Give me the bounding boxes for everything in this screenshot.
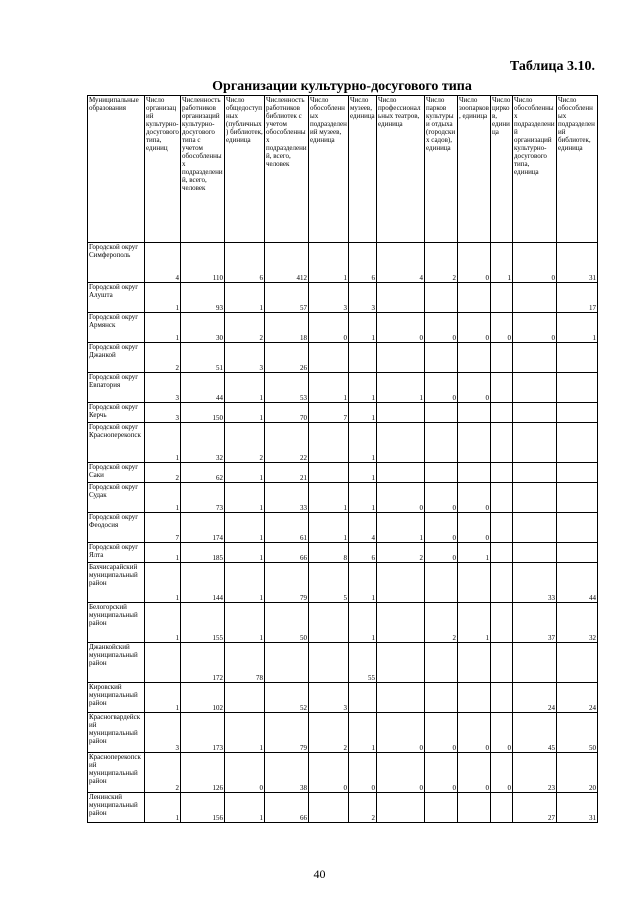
table-cell: 93 (181, 283, 225, 313)
table-cell: 3 (145, 403, 181, 423)
table-cell (491, 603, 513, 643)
table-cell: 0 (425, 313, 458, 343)
table-cell: 32 (557, 603, 598, 643)
table-cell (513, 283, 557, 313)
table-cell (377, 463, 425, 483)
table-cell (309, 423, 349, 463)
table-cell: 0 (458, 483, 491, 513)
table-cell: 30 (181, 313, 225, 343)
table-cell: 3 (309, 283, 349, 313)
table-cell: 44 (557, 563, 598, 603)
table-row (88, 423, 598, 463)
table-cell: 0 (458, 373, 491, 403)
table-cell: 1 (349, 423, 377, 463)
table-cell (491, 343, 513, 373)
table-cell: 1 (145, 483, 181, 513)
table-cell: 70 (265, 403, 309, 423)
table-cell (557, 423, 598, 463)
table-cell: 0 (458, 713, 491, 753)
table-cell: 32 (181, 423, 225, 463)
table-cell: 1 (377, 513, 425, 543)
table-cell (425, 563, 458, 603)
table-cell (513, 463, 557, 483)
table-cell: 1 (145, 603, 181, 643)
table-cell (513, 513, 557, 543)
table-cell: 1 (349, 603, 377, 643)
table-cell (491, 513, 513, 543)
table-cell (491, 793, 513, 823)
table-cell: 110 (181, 243, 225, 283)
table-cell (513, 423, 557, 463)
table-row (88, 463, 598, 483)
table-cell: 3 (349, 283, 377, 313)
table-cell: 6 (225, 243, 265, 283)
table-cell (377, 283, 425, 313)
table-cell: 1 (225, 713, 265, 753)
table-cell: 1 (309, 513, 349, 543)
table-cell (458, 403, 491, 423)
table-cell: 2 (145, 463, 181, 483)
table-row (88, 513, 598, 543)
table-cell (377, 563, 425, 603)
table-cell: 2 (349, 793, 377, 823)
table-cell: 1 (225, 373, 265, 403)
table-body (88, 243, 598, 823)
table-cell: 51 (181, 343, 225, 373)
table-cell: 3 (145, 373, 181, 403)
table-cell: 1 (145, 543, 181, 563)
table-cell: 1 (145, 683, 181, 713)
table-cell: 1 (349, 563, 377, 603)
table-cell (309, 343, 349, 373)
table-cell (491, 283, 513, 313)
table-cell: 0 (491, 753, 513, 793)
table-cell: 0 (349, 753, 377, 793)
table-cell: 156 (181, 793, 225, 823)
table-cell: 22 (265, 423, 309, 463)
table-cell (458, 563, 491, 603)
table-cell: 24 (513, 683, 557, 713)
table-cell: 4 (377, 243, 425, 283)
table-cell: 24 (557, 683, 598, 713)
table-cell (377, 343, 425, 373)
column-header: Численность работников библиотек с учетом обособленных подразделений, всего, человек (265, 96, 309, 243)
table-cell: 23 (513, 753, 557, 793)
table-cell: 66 (265, 793, 309, 823)
municipality-name: Белогорский муниципальный район (88, 603, 145, 643)
table-cell: 2 (145, 753, 181, 793)
table-cell: 55 (349, 643, 377, 683)
table-cell (491, 463, 513, 483)
table-cell: 6 (349, 543, 377, 563)
table-cell: 79 (265, 713, 309, 753)
table-cell: 1 (225, 283, 265, 313)
table-cell (557, 373, 598, 403)
table-cell (491, 643, 513, 683)
table-row (88, 373, 598, 403)
table-row (88, 543, 598, 563)
column-header: Муниципальные образования (88, 96, 145, 243)
table-cell: 21 (265, 463, 309, 483)
culture-organizations-table (87, 95, 598, 823)
table-cell: 3 (145, 713, 181, 753)
table-cell: 31 (557, 243, 598, 283)
table-row (88, 483, 598, 513)
column-header: Число общедоступных (публичных) библиотек, единица (225, 96, 265, 243)
table-cell: 6 (349, 243, 377, 283)
table-cell: 0 (309, 753, 349, 793)
municipality-name: Ленинский муниципальный район (88, 793, 145, 823)
table-cell (513, 403, 557, 423)
table-cell (557, 343, 598, 373)
table-cell (491, 563, 513, 603)
table-cell: 1 (225, 403, 265, 423)
table-cell: 5 (309, 563, 349, 603)
table-cell: 7 (309, 403, 349, 423)
table-row (88, 603, 598, 643)
table-cell (557, 543, 598, 563)
table-cell (377, 603, 425, 643)
table-cell (557, 483, 598, 513)
table-cell (349, 683, 377, 713)
table-cell: 61 (265, 513, 309, 543)
column-header: Число музеев, единица (349, 96, 377, 243)
table-cell: 0 (425, 483, 458, 513)
table-cell: 1 (225, 543, 265, 563)
table-cell: 2 (377, 543, 425, 563)
municipality-name: Городской округ Алушта (88, 283, 145, 313)
column-header: Число организаций культурно-досугового типа, единиц (145, 96, 181, 243)
table-row (88, 793, 598, 823)
table-cell: 1 (349, 463, 377, 483)
table-cell: 66 (265, 543, 309, 563)
table-cell (491, 543, 513, 563)
table-cell (425, 463, 458, 483)
table-cell: 155 (181, 603, 225, 643)
column-header: Число обособленных подразделений музеев, единица (309, 96, 349, 243)
table-cell: 1 (145, 313, 181, 343)
municipality-name: Городской округ Ялта (88, 543, 145, 563)
table-cell (309, 603, 349, 643)
table-cell: 1 (349, 373, 377, 403)
table-number: Таблица 3.10. (509, 59, 595, 74)
table-cell: 17 (557, 283, 598, 313)
table-cell: 26 (265, 343, 309, 373)
table-cell: 0 (513, 243, 557, 283)
page-number: 40 (313, 867, 326, 881)
municipality-name: Городской округ Саки (88, 463, 145, 483)
table-cell (513, 483, 557, 513)
municipality-name: Городской округ Армянск (88, 313, 145, 343)
table-cell: 44 (181, 373, 225, 403)
table-cell: 412 (265, 243, 309, 283)
table-cell: 3 (225, 343, 265, 373)
table-cell (458, 343, 491, 373)
table-row (88, 403, 598, 423)
table-cell: 185 (181, 543, 225, 563)
header-row (88, 96, 598, 243)
table-cell: 50 (265, 603, 309, 643)
table-row (88, 563, 598, 603)
table-cell: 33 (513, 563, 557, 603)
table-cell: 2 (425, 603, 458, 643)
municipality-name: Городской округ Феодосия (88, 513, 145, 543)
table-cell: 50 (557, 713, 598, 753)
table-row (88, 713, 598, 753)
table-row (88, 683, 598, 713)
table-cell (265, 643, 309, 683)
table-cell: 20 (557, 753, 598, 793)
table-cell: 79 (265, 563, 309, 603)
table-cell (557, 403, 598, 423)
table-cell: 1 (225, 483, 265, 513)
column-header: Число обособленных подразделений организаций культурно-досугового типа, единица (513, 96, 557, 243)
table-cell (225, 683, 265, 713)
table-cell (425, 423, 458, 463)
table-row (88, 343, 598, 373)
table-cell (491, 423, 513, 463)
table-cell: 0 (309, 313, 349, 343)
table-cell: 73 (181, 483, 225, 513)
table-cell (377, 793, 425, 823)
table-cell: 1 (225, 793, 265, 823)
table-cell (513, 643, 557, 683)
table-cell: 1 (225, 513, 265, 543)
table-cell (513, 373, 557, 403)
table-cell: 1 (145, 283, 181, 313)
table-cell: 126 (181, 753, 225, 793)
municipality-name: Кировский муниципальный район (88, 683, 145, 713)
table-cell: 1 (377, 373, 425, 403)
table-cell (491, 483, 513, 513)
column-header: Число зоопарков, единица (458, 96, 491, 243)
table-cell: 1 (458, 603, 491, 643)
table-cell: 102 (181, 683, 225, 713)
table-cell (458, 643, 491, 683)
table-cell: 1 (349, 713, 377, 753)
table-cell: 0 (425, 713, 458, 753)
table-cell: 1 (145, 423, 181, 463)
table-cell: 18 (265, 313, 309, 343)
table-cell: 1 (309, 373, 349, 403)
table-cell: 0 (377, 483, 425, 513)
table-cell: 0 (513, 313, 557, 343)
table-cell (491, 683, 513, 713)
column-header: Численность работников организаций культурно-досугового типа с учетом обособленных подразделений, всего, человек (181, 96, 225, 243)
municipality-name: Городской округ Судак (88, 483, 145, 513)
table-cell (557, 513, 598, 543)
table-cell: 2 (309, 713, 349, 753)
table-cell (557, 643, 598, 683)
table-cell: 1 (145, 793, 181, 823)
table-cell: 1 (557, 313, 598, 343)
table-cell: 2 (145, 343, 181, 373)
table-cell: 27 (513, 793, 557, 823)
table-cell: 53 (265, 373, 309, 403)
table-cell: 1 (225, 603, 265, 643)
table-cell: 1 (349, 313, 377, 343)
table-cell: 0 (425, 543, 458, 563)
table-cell: 1 (309, 483, 349, 513)
municipality-name: Городской округ Симферополь (88, 243, 145, 283)
column-header: Число цирков, единица (491, 96, 513, 243)
table-cell: 0 (425, 513, 458, 543)
table-cell: 2 (225, 313, 265, 343)
table-cell (513, 543, 557, 563)
table-cell (425, 343, 458, 373)
table-cell: 62 (181, 463, 225, 483)
table-cell: 150 (181, 403, 225, 423)
table-cell (557, 463, 598, 483)
table-cell: 1 (491, 243, 513, 283)
table-cell (377, 683, 425, 713)
table-title: Организации культурно-досугового типа (212, 79, 472, 94)
table-cell (491, 403, 513, 423)
table-cell: 1 (458, 543, 491, 563)
column-header: Число парков культуры и отдыха (городских садов), единица (425, 96, 458, 243)
table-cell: 33 (265, 483, 309, 513)
table-cell: 7 (145, 513, 181, 543)
table-cell (377, 643, 425, 683)
table-cell (458, 423, 491, 463)
table-cell: 0 (425, 373, 458, 403)
table-cell: 0 (377, 313, 425, 343)
table-row (88, 243, 598, 283)
table-cell: 0 (458, 753, 491, 793)
table-cell: 1 (349, 483, 377, 513)
table-cell (425, 683, 458, 713)
table-cell: 1 (225, 563, 265, 603)
table-cell: 4 (145, 243, 181, 283)
municipality-name: Красногвардейский муниципальный район (88, 713, 145, 753)
table-cell: 57 (265, 283, 309, 313)
municipality-name: Городской округ Красноперекопск (88, 423, 145, 463)
table-cell (458, 283, 491, 313)
table-cell: 31 (557, 793, 598, 823)
table-cell (458, 793, 491, 823)
table-cell: 0 (225, 753, 265, 793)
municipality-name: Городской округ Евпатория (88, 373, 145, 403)
table-cell: 0 (458, 243, 491, 283)
table-cell: 174 (181, 513, 225, 543)
table-cell (425, 793, 458, 823)
table-cell: 1 (349, 403, 377, 423)
municipality-name: Городской округ Керчь (88, 403, 145, 423)
table-row (88, 643, 598, 683)
table-cell (458, 463, 491, 483)
table-cell: 45 (513, 713, 557, 753)
table-cell: 1 (309, 243, 349, 283)
table-row (88, 753, 598, 793)
column-header: Число профессиональных театров, единица (377, 96, 425, 243)
table-cell: 4 (349, 513, 377, 543)
column-header: Число обособленных подразделений библиотек, единица (557, 96, 598, 243)
table-cell: 0 (458, 513, 491, 543)
table-cell: 0 (377, 753, 425, 793)
table-cell (377, 423, 425, 463)
table-cell (425, 403, 458, 423)
table-cell (309, 643, 349, 683)
table-cell: 37 (513, 603, 557, 643)
table-cell: 0 (491, 313, 513, 343)
table-cell (145, 643, 181, 683)
table-cell (513, 343, 557, 373)
table-cell (309, 793, 349, 823)
table-cell (458, 683, 491, 713)
table-cell: 0 (491, 713, 513, 753)
table-cell (491, 373, 513, 403)
municipality-name: Бахчисарайский муниципальный район (88, 563, 145, 603)
table-cell: 0 (425, 753, 458, 793)
table-cell: 0 (377, 713, 425, 753)
table-cell: 172 (181, 643, 225, 683)
table-cell (309, 463, 349, 483)
table-cell: 144 (181, 563, 225, 603)
municipality-name: Джанкойский муниципальный район (88, 643, 145, 683)
table-cell: 8 (309, 543, 349, 563)
table-row (88, 283, 598, 313)
municipality-name: Красноперекопский муниципальный район (88, 753, 145, 793)
table-cell: 0 (458, 313, 491, 343)
table-cell: 173 (181, 713, 225, 753)
table-row (88, 313, 598, 343)
table-cell: 1 (145, 563, 181, 603)
table-cell (377, 403, 425, 423)
municipality-name: Городской округ Джанкой (88, 343, 145, 373)
table-cell (425, 643, 458, 683)
table-cell: 52 (265, 683, 309, 713)
table-cell: 38 (265, 753, 309, 793)
table-cell: 2 (425, 243, 458, 283)
table-cell: 2 (225, 423, 265, 463)
table-cell (349, 343, 377, 373)
table-cell: 78 (225, 643, 265, 683)
table-cell (425, 283, 458, 313)
table-cell: 3 (309, 683, 349, 713)
table-cell: 1 (225, 463, 265, 483)
